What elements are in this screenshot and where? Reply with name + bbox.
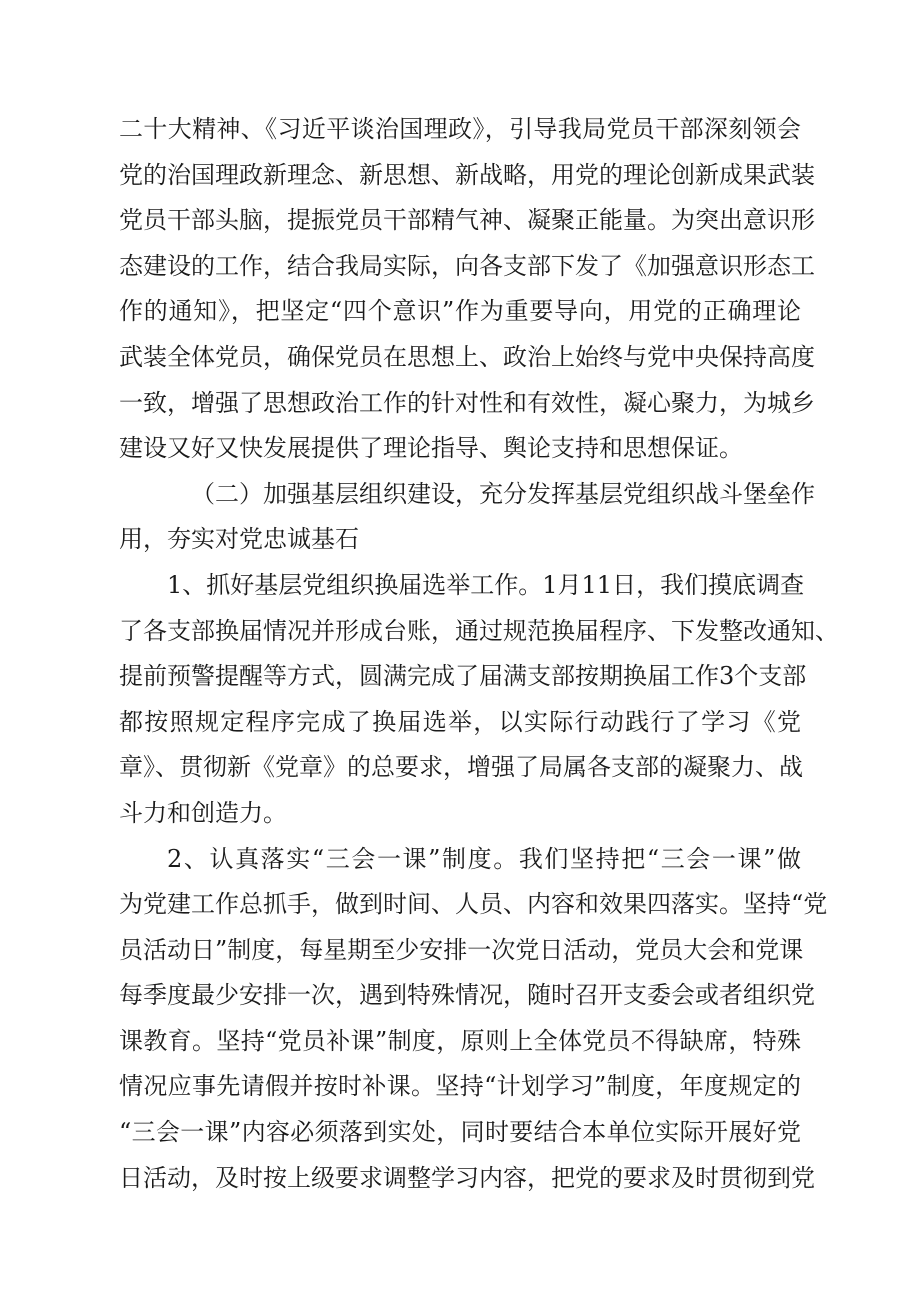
text-line: 提前预警提醒等方式，圆满完成了届满支部按期换届工作3个支部: [119, 662, 807, 691]
text-line: 1、抓好基层党组织换届选举工作。1月11日，我们摸底调查: [167, 570, 805, 599]
text-line: 建设又好又快发展提供了理论指导、舆论支持和思想保证。: [119, 434, 743, 463]
text-line: 2、认真落实“三会一课”制度。我们坚持把“三会一课”做: [167, 844, 801, 873]
text-line: 章》、贯彻新《党章》的总要求，增强了局属各支部的凝聚力、战: [119, 753, 803, 782]
text-line: 武装全体党员，确保党员在思想上、政治上始终与党中央保持高度: [119, 342, 815, 371]
text-line: 日活动，及时按上级要求调整学习内容，把党的要求及时贯彻到党: [119, 1163, 815, 1192]
text-line: 态建设的工作，结合我局实际，向各支部下发了《加强意识形态工: [119, 251, 815, 280]
text-line: 斗力和创造力。: [119, 798, 287, 827]
text-line: 党员干部头脑，提振党员干部精气神、凝聚正能量。为突出意识形: [119, 206, 815, 235]
text-line: 都按照规定程序完成了换届选举，以实际行动践行了学习《党: [119, 707, 801, 736]
paragraph-study-theory: [119, 107, 815, 472]
text-line: 每季度最少安排一次，遇到特殊情况，随时召开支委会或者组织党: [119, 981, 815, 1010]
heading-line: 用，夯实对党忠诚基石: [119, 525, 359, 554]
document-body: [119, 107, 839, 1201]
text-line: 员活动日”制度，每星期至少安排一次党日活动，党员大会和党课: [119, 935, 804, 964]
text-line: 课教育。坚持“党员补课”制度，原则上全体党员不得缺席，特殊: [119, 1026, 801, 1055]
text-line: 情况应事先请假并按时补课。坚持“计划学习”制度，年度规定的: [119, 1072, 801, 1101]
text-line: 作的通知》，把坚定“四个意识”作为重要导向，用党的正确理论: [119, 297, 801, 326]
text-line: 一致，增强了思想政治工作的针对性和有效性，凝心聚力，为城乡: [119, 388, 815, 417]
text-line: 党的治国理政新理念、新思想、新战略，用党的理论创新成果武装: [119, 160, 815, 189]
section-heading-2: [119, 472, 815, 563]
text-line: 二十大精神、《习近平谈治国理政》，引导我局党员干部深刻领会: [119, 115, 801, 143]
paragraph-item-1: [119, 563, 839, 837]
text-line: 为党建工作总抓手，做到时间、人员、内容和效果四落实。坚持“党: [119, 890, 828, 919]
text-line: 了各支部换届情况并形成台账，通过规范换届程序、下发整改通知、: [119, 616, 839, 645]
text-line: “三会一课”内容必须落到实处，同时要结合本单位实际开展好党: [119, 1118, 801, 1147]
heading-line: （二）加强基层组织建设，充分发挥基层党组织战斗堡垒作: [191, 479, 815, 508]
paragraph-item-2: [119, 837, 828, 1202]
